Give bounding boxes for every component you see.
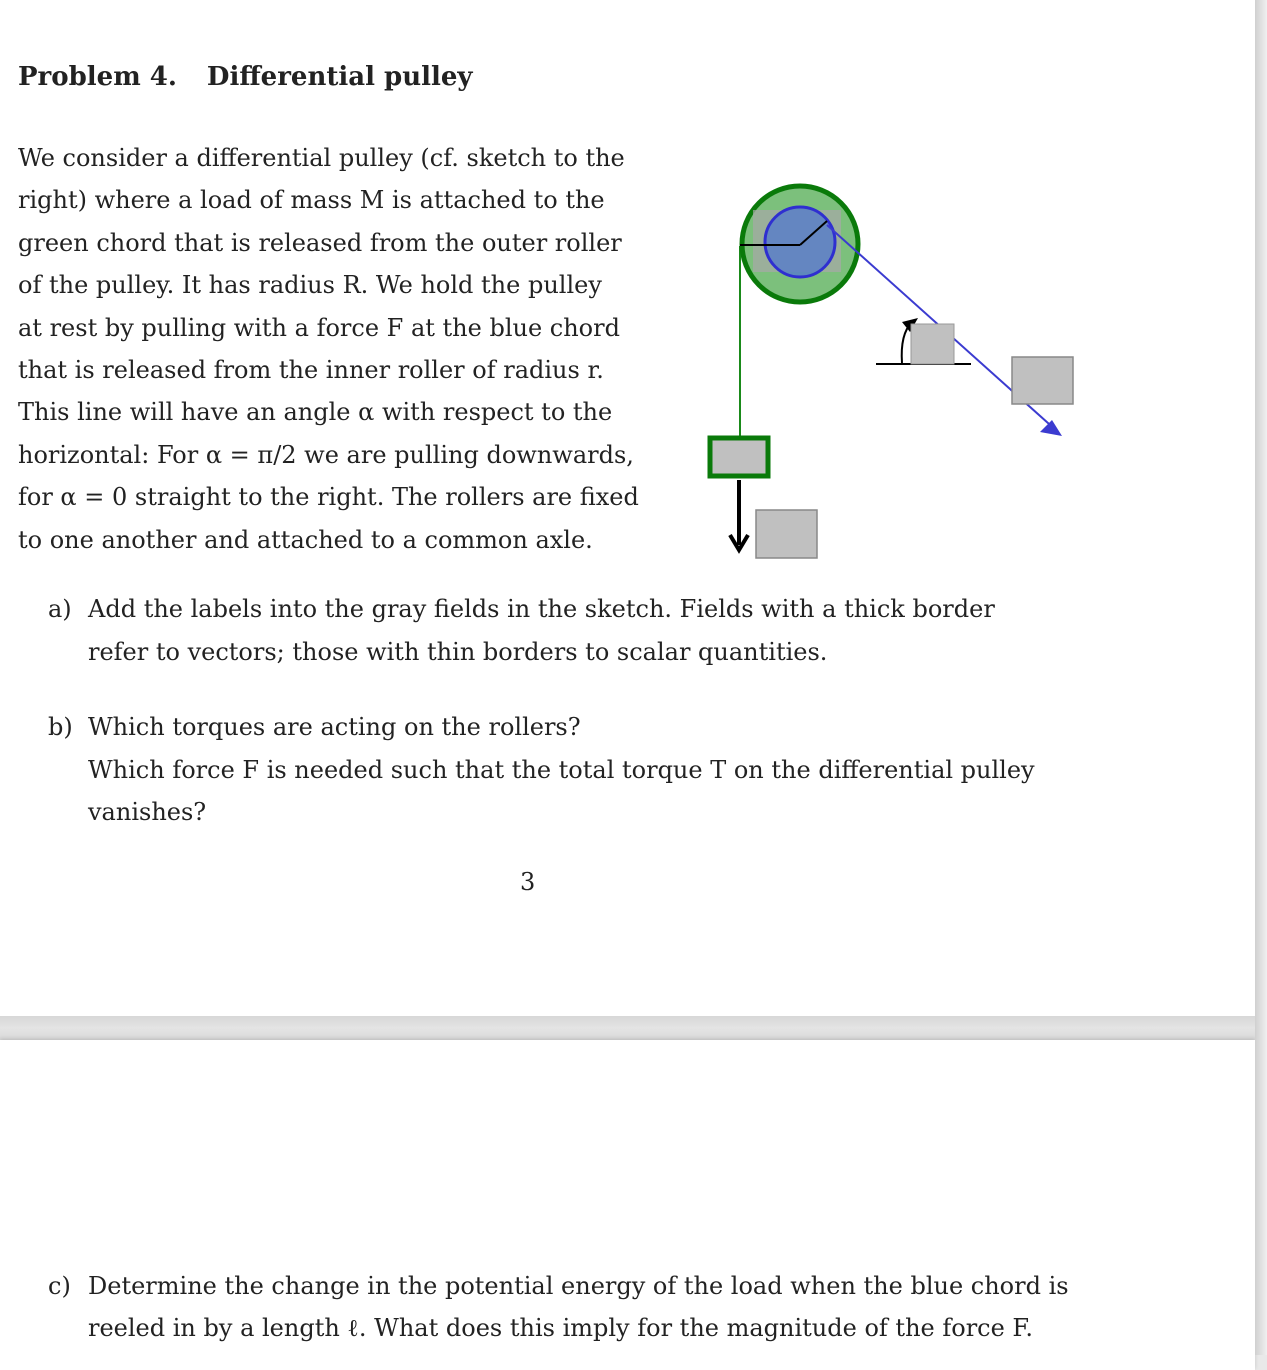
intro-line: for α = 0 straight to the right. The rollers are fixed — [18, 483, 639, 511]
part-b-line: Which force F is needed such that the total torque T on the differential pulley — [88, 756, 1035, 784]
problem-title: Differential pulley — [206, 62, 473, 92]
page-gutter — [0, 1016, 1255, 1040]
load-box — [710, 438, 768, 476]
page-2 — [0, 1040, 1255, 1370]
inner-roller — [765, 207, 835, 277]
part-b-line: Which torques are acting on the rollers? — [88, 713, 581, 741]
force-field — [1012, 357, 1073, 404]
intro-line: at rest by pulling with a force F at the blue chord — [18, 314, 620, 342]
part-b-label: b) — [48, 713, 73, 741]
pulley-sketch — [690, 170, 1090, 570]
force-arrow-head — [1040, 420, 1062, 436]
page-number: 3 — [520, 868, 536, 896]
intro-line: that is released from the inner roller of radius r. — [18, 356, 604, 384]
intro-line: This line will have an angle α with respect to the — [18, 398, 613, 426]
intro-line: We consider a differential pulley (cf. sketch to the — [18, 144, 625, 172]
part-a-line: refer to vectors; those with thin borders to scalar quantities. — [88, 638, 828, 666]
intro-line: horizontal: For α = π/2 we are pulling downwards, — [18, 441, 634, 469]
part-c-line: Determine the change in the potential energy of the load when the blue chord is — [88, 1272, 1069, 1300]
part-b-line: vanishes? — [88, 798, 207, 826]
part-c-line: reeled in by a length ℓ. What does this imply for the magnitude of the force F. — [88, 1314, 1033, 1342]
problem-heading — [18, 62, 473, 92]
problem-number: Problem 4. — [18, 62, 177, 92]
intro-line: to one another and attached to a common axle. — [18, 526, 593, 554]
angle-field — [911, 324, 954, 364]
part-a-line: Add the labels into the gray fields in the sketch. Fields with a thick border — [88, 595, 995, 623]
intro-line: green chord that is released from the outer roller — [18, 229, 622, 257]
viewer-scroll-edge[interactable] — [1255, 0, 1267, 1355]
part-c-label: c) — [48, 1272, 71, 1300]
gravity-field — [756, 510, 817, 558]
intro-line: of the pulley. It has radius R. We hold the pulley — [18, 271, 602, 299]
part-a-label: a) — [48, 595, 72, 623]
intro-line: right) where a load of mass M is attached to the — [18, 186, 605, 214]
